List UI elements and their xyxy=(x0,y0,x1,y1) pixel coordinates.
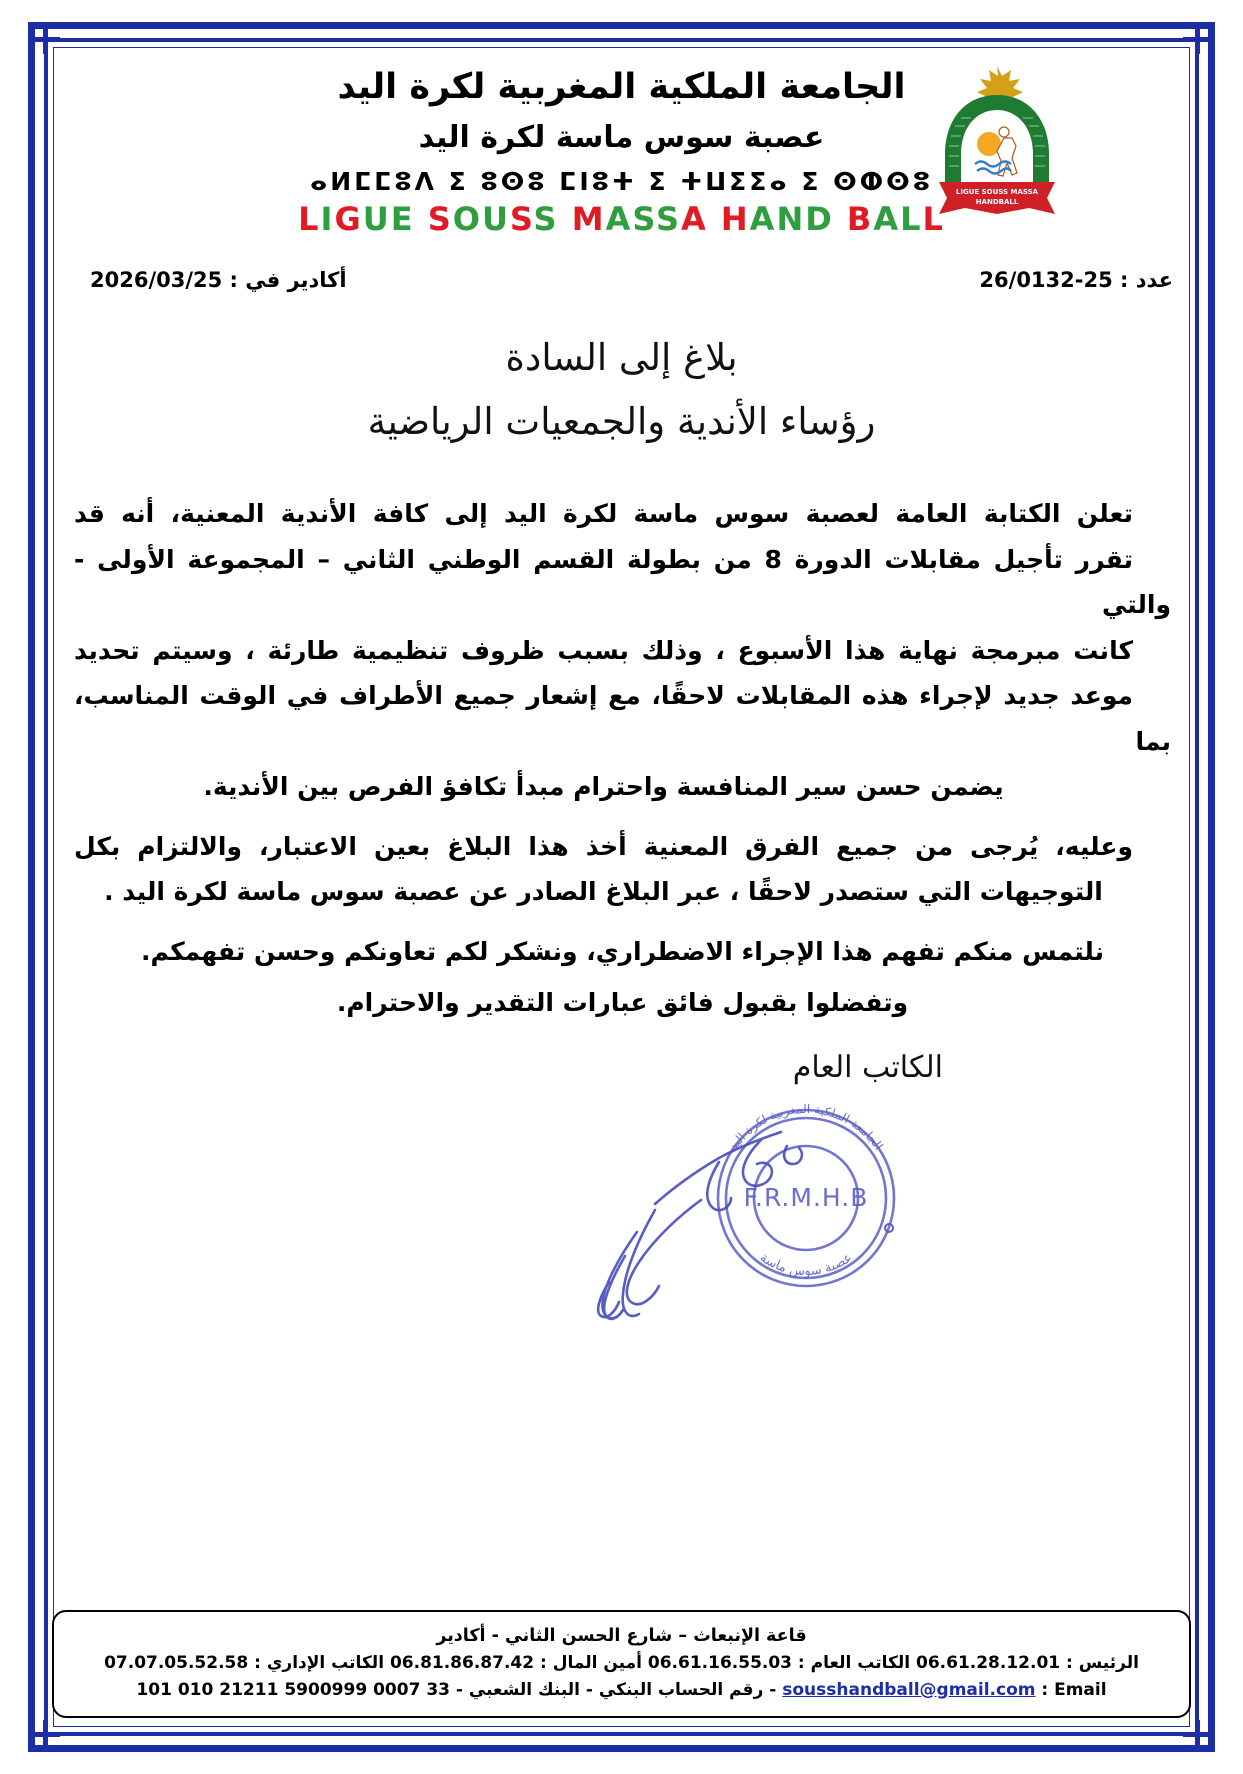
latin-letter-12: M xyxy=(571,199,606,238)
latin-letter-3: U xyxy=(362,199,391,238)
latin-letter-18: H xyxy=(720,199,750,238)
p1-line-4: موعد جديد لإجراء هذه المقابلات لاحقًا، مع إشعار جميع الأطراف في الوقت المناسب، بما xyxy=(74,681,1171,756)
corner-ornament-bottom-left xyxy=(30,1716,64,1750)
latin-letter-22 xyxy=(834,200,847,238)
signatory-title: الكاتب العام xyxy=(792,1049,943,1085)
footer-email-and-bank xyxy=(72,1677,1171,1704)
place-and-date: أكادير في : 2026/03/25 xyxy=(90,268,347,292)
latin-letter-24: A xyxy=(873,199,901,238)
latin-letter-1: I xyxy=(320,199,335,238)
latin-letter-8: U xyxy=(481,199,510,238)
footer-email-label: Email : xyxy=(1035,1679,1107,1700)
latin-letter-14: S xyxy=(632,199,656,238)
corner-ornament-bottom-right xyxy=(1179,1716,1213,1750)
p1-line-5: يضمن حسن سير المنافسة واحترام مبدأ تكافؤ الفرص بين الأندية. xyxy=(203,772,1004,801)
svg-text:FRMHB: FRMHB xyxy=(980,101,1014,110)
latin-letter-20: N xyxy=(776,199,806,238)
latin-letter-10: S xyxy=(533,199,559,238)
p1-line-1: تعلن الكتابة العامة لعصبة سوس ماسة لكرة اليد إلى كافة الأندية المعنية، أنه قد xyxy=(74,499,1133,528)
document-body xyxy=(62,491,1181,1026)
league-name-tifinagh: ⴰⵍⵎⵎⵓⴷ ⵉ ⵓⵙⵓ ⵎⵏⵓⵜ ⵉ ⵜⵡⵉⵉⴰ ⵉ ⵙⵀⵙⵓ xyxy=(309,166,933,196)
svg-text:LIGUE SOUSS MASSA: LIGUE SOUSS MASSA xyxy=(955,188,1039,196)
latin-letter-4: E xyxy=(390,199,415,238)
latin-letter-26: L xyxy=(922,199,945,238)
footer-bank-details: - رقم الحساب البنكي - البنك الشعبي - 33 0007 5900999 21211 010 101 xyxy=(136,1679,783,1700)
closing-line-2: وتفضلوا بقبول فائق عبارات التقدير والاحترام. xyxy=(336,988,909,1017)
latin-letter-5 xyxy=(415,200,428,238)
corner-ornament-top-right xyxy=(1179,24,1213,58)
paragraph-2 xyxy=(74,824,1171,915)
svg-text:HANDBALL: HANDBALL xyxy=(975,198,1019,206)
latin-letter-17 xyxy=(708,200,721,238)
svg-text:عصبة سوس ماسة: عصبة سوس ماسة xyxy=(756,1249,856,1279)
league-name-latin xyxy=(62,200,1181,238)
title-line-1: بلاغ إلى السادة xyxy=(505,336,738,379)
reference-line xyxy=(62,268,1181,308)
federation-name-arabic: الجامعة الملكية المغربية لكرة اليد xyxy=(337,67,906,107)
latin-letter-11 xyxy=(559,200,572,238)
p2-line-1: وعليه، يُرجى من جميع الفرق المعنية أخذ هذا البلاغ بعين الاعتبار، والالتزام بكل xyxy=(74,831,1133,861)
latin-letter-2: G xyxy=(334,199,363,238)
svg-text:F.R.M.H.B: F.R.M.H.B xyxy=(743,1182,869,1212)
p1-line-3: كانت مبرمجة نهاية هذا الأسبوع ، وذلك بسبب ظروف تنظيمية طارئة ، وسيتم تحديد xyxy=(74,635,1133,665)
latin-letter-0: L xyxy=(298,199,321,238)
footer-contact-box xyxy=(52,1610,1191,1718)
document-content xyxy=(62,56,1181,1718)
footer-phone-numbers: الرئيس : 06.61.28.12.01 الكاتب العام : 06.61.16.55.03 أمين المال : 06.81.86.87.42 الكاتب الإداري : 07.07.05.52.58 xyxy=(104,1652,1139,1673)
latin-letter-23: B xyxy=(846,199,874,238)
email-link[interactable]: sousshandball@gmail.com xyxy=(782,1679,1036,1700)
league-name-arabic: عصبة سوس ماسة لكرة اليد xyxy=(418,119,825,155)
paragraph-1 xyxy=(74,491,1171,810)
latin-letter-9: S xyxy=(509,199,534,238)
latin-letter-6: S xyxy=(427,199,453,238)
p2-line-2: التوجيهات التي ستصدر لاحقًا ، عبر البلاغ الصادر عن عصبة سوس ماسة لكرة اليد . xyxy=(104,877,1103,906)
latin-letter-13: A xyxy=(605,199,633,238)
latin-letter-19: A xyxy=(749,199,777,238)
p1-line-2: تقرر تأجيل مقابلات الدورة 8 من بطولة القسم الوطني الثاني – المجموعة الأولى - والتي xyxy=(74,544,1171,619)
svg-text:الجامعة الملكية المغربية لكرة: الجامعة الملكية المغربية لكرة اليد xyxy=(726,1101,886,1153)
latin-letter-16: A xyxy=(680,199,708,238)
header-title-block xyxy=(62,66,1181,238)
latin-letter-21: D xyxy=(805,199,834,238)
corner-ornament-top-left xyxy=(30,24,64,58)
latin-letter-15: S xyxy=(655,199,681,238)
handwritten-signature xyxy=(551,1110,811,1330)
document-header xyxy=(62,56,1181,266)
footer-address: قاعة الإنبعاث – شارع الحسن الثاني - أكادير xyxy=(436,1625,807,1646)
latin-letter-25: L xyxy=(900,199,923,238)
signature-area xyxy=(62,1050,1181,1350)
latin-letter-7: O xyxy=(452,199,482,238)
closing-line-1: نلتمس منكم تفهم هذا الإجراء الاضطراري، ونشكر لكم تعاونكم وحسن تفهمكم. xyxy=(140,936,1105,966)
reference-number: عدد : 25-26/0132 xyxy=(979,268,1173,292)
title-line-2: رؤساء الأندية والجمعيات الرياضية xyxy=(367,399,876,443)
document-title-block xyxy=(62,330,1181,449)
